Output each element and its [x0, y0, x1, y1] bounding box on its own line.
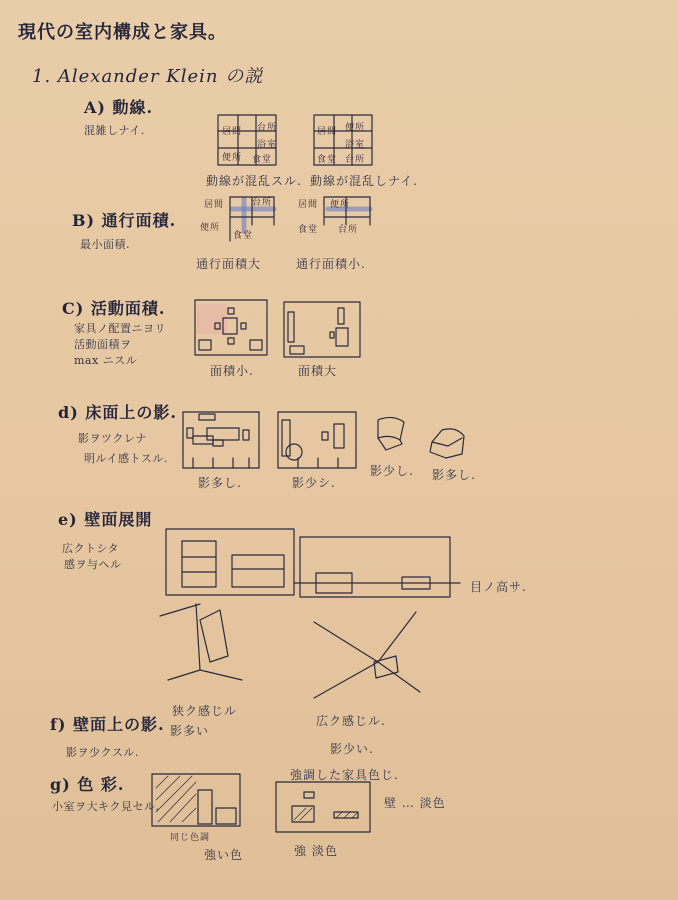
page-title: 現代の室内構成と家具。 — [18, 22, 227, 43]
section-e-cap2: 広ク感じル. — [316, 714, 386, 728]
floor-shadow-plan-2 — [278, 410, 360, 472]
chair-sketch-2 — [426, 426, 470, 462]
section-d-note-2: 明ルイ感トスル. — [84, 452, 168, 465]
grid2-cell-2: 便所 — [345, 123, 366, 133]
section-d-cap1: 影多し. — [198, 476, 242, 490]
plan2-room-3: 食堂 — [298, 225, 319, 235]
grid1-cell-5: 食堂 — [252, 155, 273, 165]
plan1-room-1: 居間 — [204, 200, 225, 210]
section-e-note-2: 感ヲ与ヘル — [64, 558, 122, 571]
section-g-cap-top: 強調した家具色じ. — [290, 768, 399, 782]
section-b-label: B) 通行面積. — [72, 211, 177, 230]
plan2-room-4: 台所 — [338, 225, 359, 235]
grid1-cell-3: 浴室 — [257, 140, 278, 150]
activity-area-small — [195, 298, 270, 358]
plan1-room-3: 便所 — [200, 223, 221, 233]
corner-sketch-1 — [160, 600, 260, 685]
section-e-label: e) 壁面展開 — [58, 510, 153, 529]
section-c-cap2: 面積大 — [298, 364, 338, 378]
section-c-note-3: max ニスル — [74, 354, 138, 367]
section-g-cap-bottom: 強 淡色 — [294, 844, 338, 858]
section-e-eye-level: 目ノ高サ. — [470, 580, 527, 594]
floor-shadow-plan-1 — [183, 410, 263, 472]
wall-elevation-sketch — [160, 527, 460, 602]
color-elevation-sketch — [152, 774, 244, 830]
section-d-label: d) 床面上の影. — [58, 403, 177, 422]
plan1-room-2: 台所 — [252, 198, 273, 208]
section-d-cap2: 影少シ. — [292, 476, 336, 490]
section-f-label: f) 壁面上の影. — [50, 715, 165, 734]
grid1-cell-1: 居間 — [222, 127, 243, 137]
section-f-cap1: 影多い — [170, 724, 210, 738]
section-c-note-2: 活動面積ヲ — [74, 338, 132, 351]
section-f-note: 影ヲ少クスル. — [66, 746, 139, 759]
section-b-cap1: 通行面積大 — [196, 257, 262, 271]
section-c-note-1: 家具ノ配置ニヨリ — [74, 322, 166, 335]
section-a-cap1: 動線が混乱スル. — [206, 174, 302, 188]
section-d-cap3: 影少し. — [370, 464, 414, 478]
section-b-note: 最小面積. — [80, 238, 130, 251]
section-e-note-1: 広クトシタ — [62, 542, 120, 555]
section-g-cap-left-2: 強い色 — [204, 848, 244, 862]
section-g-cap-left-1: 同じ色調 — [170, 833, 211, 843]
plan2-room-1: 居間 — [298, 200, 319, 210]
section-d-note-1: 影ヲツクレナ — [78, 432, 147, 445]
section-b-cap2: 通行面積小. — [296, 257, 366, 271]
corner-sketch-2 — [312, 612, 422, 702]
plan2-room-2: 便所 — [330, 200, 351, 210]
section-a-label: A) 動線. — [84, 98, 154, 117]
grid1-cell-2: 台所 — [257, 123, 278, 133]
plan1-room-4: 食堂 — [233, 231, 254, 241]
section-a-note: 混雑しナイ. — [84, 124, 145, 137]
section-g-note: 小室ヲ大キク見セル. — [52, 800, 160, 813]
grid2-cell-5: 台所 — [345, 155, 366, 165]
section-c-label: C) 活動面積. — [62, 299, 166, 318]
grid2-cell-4: 食堂 — [317, 155, 338, 165]
grid2-cell-1: 居間 — [317, 127, 338, 137]
section-a-cap2: 動線が混乱しナイ. — [310, 174, 418, 188]
grid1-cell-4: 便所 — [222, 153, 243, 163]
section-e-cap1: 狭ク感じル — [172, 704, 238, 718]
color-plan-sketch — [276, 782, 376, 836]
section-f-cap2: 影少い. — [330, 742, 374, 756]
section-c-cap1: 面積小. — [210, 364, 254, 378]
activity-area-large — [284, 302, 364, 360]
chair-sketch-1 — [372, 414, 412, 454]
section-heading: 1. Alexander Klein の説 — [32, 66, 264, 87]
section-d-cap4: 影多し. — [432, 468, 476, 482]
grid2-cell-3: 浴室 — [345, 140, 366, 150]
section-g-label: g) 色 彩. — [50, 775, 125, 794]
section-g-cap-right: 壁 … 淡色 — [384, 796, 446, 810]
